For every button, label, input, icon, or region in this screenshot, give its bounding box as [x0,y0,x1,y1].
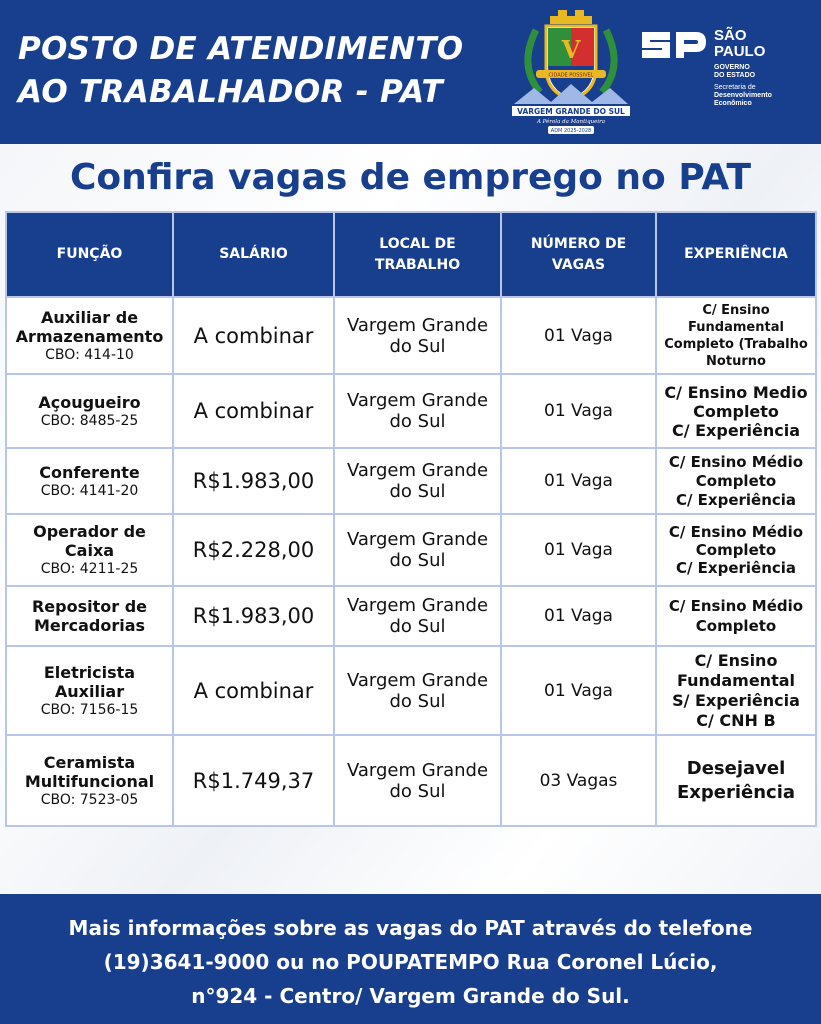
experience-line: Completo [695,471,777,490]
cbo-code: CBO: 4211-25 [40,561,139,577]
cell-vagas [501,448,656,514]
salary-value: A combinar [193,678,314,703]
openings-count: 01 Vaga [544,680,613,701]
work-location-line: Vargem Grande [346,314,489,336]
table-row [6,297,816,374]
salary-value: A combinar [193,323,314,348]
table-row [6,646,816,735]
work-location-line: Vargem Grande [346,595,489,616]
header-title-line-1: POSTO DE ATENDIMENTO [18,31,464,67]
column-header-line: SALÁRIO [219,246,288,262]
cell-salario [173,448,334,514]
work-location-line: do Sul [389,550,446,571]
cell-funcao [6,735,173,826]
openings-count: 01 Vaga [544,325,613,346]
experience-line: Noturno [706,353,766,369]
cell-vagas [501,735,656,826]
footer-line-3: n°924 - Centro/ Vargem Grande do Sul. [191,984,630,1008]
experience-line: C/ Ensino Medio [664,382,808,402]
column-header-line: EXPERIÊNCIA [684,246,788,262]
column-header-line: LOCAL DE [379,235,456,252]
cbo-code: CBO: 4141-20 [40,482,139,499]
header-title-line-2: AO TRABALHADOR - PAT [18,74,443,110]
work-location-line: do Sul [389,481,446,502]
jobs-table [5,211,817,827]
table-row [6,586,816,646]
cell-experiencia [656,735,816,826]
cell-vagas [501,586,656,646]
table-row [6,735,816,826]
sp-secretaria-bold-2: Econômico [714,100,752,107]
cell-local [334,448,501,514]
experience-line: C/ CNH B [696,710,776,730]
job-title-line: Auxiliar de [40,307,139,327]
experience-line: Fundamental [688,319,784,335]
cell-vagas [501,646,656,735]
cell-funcao [6,297,173,374]
cell-experiencia [656,374,816,448]
cell-vagas [501,374,656,448]
sao-paulo-government-logo [640,26,810,121]
cell-salario [173,646,334,735]
job-title-line: Multifuncional [24,771,155,791]
column-header-experiencia [656,212,816,297]
cell-local [334,646,501,735]
work-location-line: do Sul [389,616,446,637]
cell-salario [173,514,334,586]
experience-line: C/ Ensino Médio [668,452,804,471]
sp-state-line-1: SÃO [714,27,747,44]
job-title-line: Operador de [33,522,146,541]
job-title-line: Caixa [64,541,115,560]
sp-secretaria-line: Secretaria de [714,84,756,91]
table-row [6,514,816,586]
sp-secretaria-bold-1: Desenvolvimento [714,92,772,99]
work-location-line: do Sul [389,411,446,432]
experience-line: Desejavel [686,757,786,779]
cell-salario [173,586,334,646]
page-title: Confira vagas de emprego no PAT [69,157,752,198]
salary-value: A combinar [193,399,314,423]
column-header-salario [173,212,334,297]
cell-funcao [6,646,173,735]
sp-mark-icon [640,28,708,62]
openings-count: 01 Vaga [544,540,613,560]
cell-salario [173,735,334,826]
cell-local [334,297,501,374]
crest-motto: CIDADE POSSIVEL [548,72,594,79]
experience-line: Fundamental [676,670,795,690]
header-title [18,28,508,114]
cell-local [334,514,501,586]
openings-count: 01 Vaga [544,401,613,421]
work-location-line: Vargem Grande [346,529,489,550]
footer-line-1: Mais informações sobre as vagas do PAT através do telefone [68,916,753,940]
job-title-line: Eletricista [43,662,136,682]
table-row [6,448,816,514]
openings-count: 01 Vaga [544,606,613,626]
footer-info [10,911,811,1013]
job-title-line: Repositor de [31,597,148,616]
experience-line: Completo (Trabalho [664,336,808,352]
work-location-line: do Sul [389,780,446,802]
column-header-vagas [501,212,656,297]
column-header-line: VAGAS [551,256,606,273]
cell-experiencia [656,514,816,586]
job-title-line: Açougueiro [38,392,141,412]
cell-funcao [6,514,173,586]
work-location-line: Vargem Grande [346,460,489,481]
openings-count: 01 Vaga [544,471,613,491]
cell-funcao [6,448,173,514]
experience-line: C/ Experiência [675,490,797,509]
openings-count: 03 Vagas [539,770,618,791]
sp-gov-line-1: GOVERNO [714,64,750,71]
salary-value: R$2.228,00 [192,538,315,562]
experience-line: Experiência [676,781,796,803]
cbo-code: CBO: 7156-15 [40,701,139,718]
salary-value: R$1.983,00 [192,604,315,628]
cbo-code: CBO: 7523-05 [40,791,139,808]
work-location-line: do Sul [389,335,446,357]
experience-line: C/ Ensino Médio [668,523,804,541]
job-title-line: Conferente [39,462,140,482]
crest-slogan: A Pérola da Mantiqueira [536,119,606,125]
experience-line: C/ Experiência [675,559,797,577]
job-title-line: Ceramista [43,752,136,772]
experience-line: S/ Experiência [672,690,800,710]
job-title-line: Auxiliar [54,681,125,701]
column-header-line: FUNÇÃO [56,246,123,262]
sp-gov-line-2: DO ESTADO [714,72,756,79]
cell-local [334,735,501,826]
cbo-code: CBO: 414-10 [45,346,134,363]
experience-line: C/ Ensino [694,650,778,670]
experience-line: C/ Ensino [702,302,770,318]
column-header-line: TRABALHO [374,256,461,273]
column-header-local [334,212,501,297]
cell-local [334,586,501,646]
column-header-line: NÚMERO DE [530,235,627,252]
work-location-line: do Sul [389,690,446,712]
experience-line: C/ Ensino Médio [668,597,804,615]
job-title-line: Mercadorias [33,616,146,635]
table-body [6,297,816,826]
cbo-code: CBO: 8485-25 [40,412,139,429]
table-row [6,374,816,448]
cell-vagas [501,514,656,586]
table-header-row [6,212,816,297]
salary-value: R$1.749,37 [192,768,315,793]
cell-vagas [501,297,656,374]
experience-line: Completo [693,401,779,421]
experience-line: Completo [695,617,777,635]
work-location-line: Vargem Grande [346,759,489,781]
cell-salario [173,297,334,374]
cell-funcao [6,374,173,448]
cell-experiencia [656,297,816,374]
sp-state-line-2: PAULO [714,43,766,60]
municipal-crest-logo [506,6,636,138]
cell-experiencia [656,646,816,735]
cell-local [334,374,501,448]
cell-experiencia [656,586,816,646]
work-location-line: Vargem Grande [346,669,489,691]
cell-funcao [6,586,173,646]
crest-city-name: VARGEM GRANDE DO SUL [517,107,625,116]
work-location-line: Vargem Grande [346,390,489,411]
job-title-line: Armazenamento [15,326,164,346]
svg-text:V: V [561,35,581,64]
crest-adm: ADM 2025-2028 [550,128,592,134]
cell-experiencia [656,448,816,514]
experience-line: C/ Experiência [671,420,801,440]
experience-line: Completo [695,541,777,559]
salary-value: R$1.983,00 [192,469,315,493]
column-header-funcao [6,212,173,297]
footer-line-2: (19)3641-9000 ou no POUPATEMPO Rua Coronel Lúcio, [103,950,718,974]
cell-salario [173,374,334,448]
